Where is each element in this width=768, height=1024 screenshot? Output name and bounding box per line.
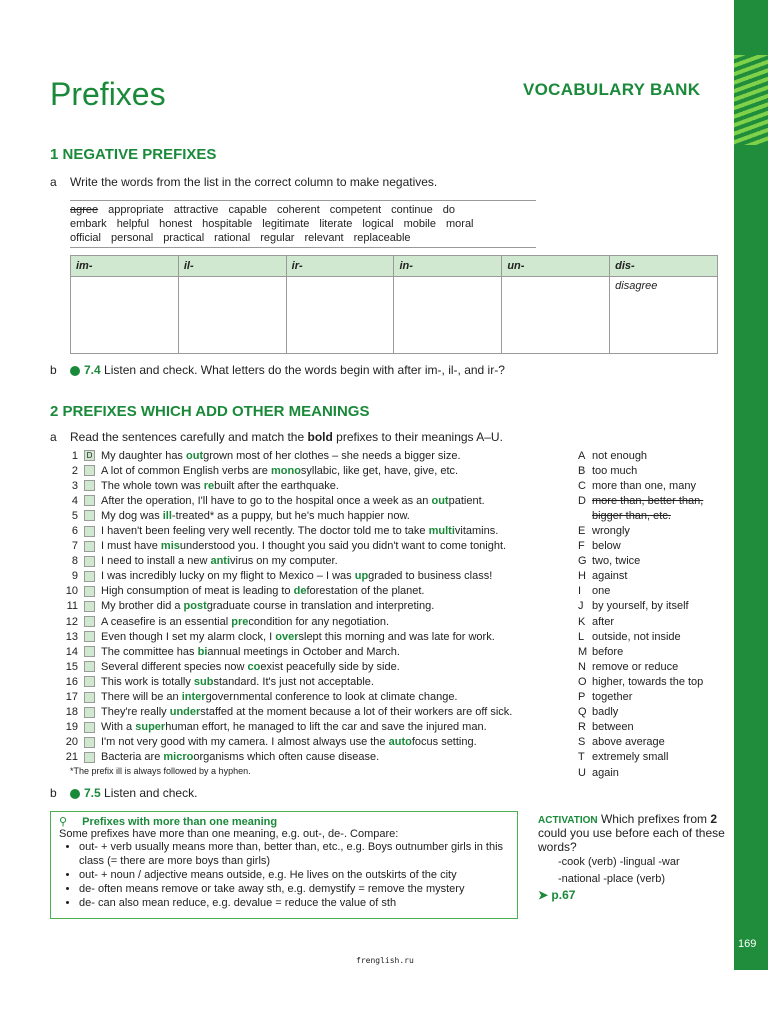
sentence-number: 7 — [71, 540, 78, 553]
meaning-item — [578, 493, 703, 508]
meaning-letter: F — [578, 540, 585, 553]
meaning-text: too much — [592, 464, 638, 477]
sentence-text: A lot of common English verbs are monosyllabic, like get, have, give, etc. — [101, 464, 459, 477]
side-color-bar — [734, 0, 768, 970]
word-item: logical — [362, 218, 394, 230]
meaning-text: higher, towards the top — [592, 675, 704, 688]
prefix-note-box — [50, 811, 518, 919]
sentence-number: 10 — [65, 585, 78, 598]
meaning-item — [578, 705, 703, 720]
meaning-item — [578, 614, 703, 629]
sentence-number: 12 — [65, 615, 78, 628]
sentence-item — [60, 674, 560, 689]
word-item: embark — [70, 218, 107, 230]
activation-question-post: could you use before each of these words? — [538, 826, 725, 854]
sentence-number: 15 — [65, 660, 78, 673]
track-number: 7.5 — [84, 786, 101, 800]
sentence-text: After the operation, I'll have to go to the hospital once a week as an outpatient. — [101, 494, 485, 507]
sentence-number: 17 — [65, 691, 78, 704]
word-item: relevant — [304, 232, 344, 244]
sentence-item — [60, 554, 560, 569]
word-item: official — [70, 232, 101, 244]
meaning-item — [578, 508, 703, 523]
meaning-text: extremely small — [592, 751, 669, 764]
page-title: Prefixes — [50, 76, 166, 112]
sentence-text: With a superhuman effort, he managed to lift the car and save the injured man. — [101, 721, 487, 734]
word-item: do — [442, 204, 456, 216]
sentence-text: I haven't been feeling very well recently. The doctor told me to take multivitamins. — [101, 525, 499, 538]
prefix-column-header: un- — [502, 256, 610, 277]
meaning-letter: Q — [578, 706, 587, 719]
meaning-item — [578, 599, 703, 614]
sentence-item — [60, 750, 560, 765]
im-column-cell[interactable] — [71, 277, 179, 354]
sentence-number: 6 — [71, 525, 78, 538]
activation-label: ACTIVATION — [538, 815, 598, 826]
answer-box[interactable] — [84, 541, 95, 552]
activation-words — [558, 854, 728, 888]
sentence-number: 19 — [65, 721, 78, 734]
prefix-column-header: il- — [178, 256, 286, 277]
meaning-letter: G — [578, 555, 587, 568]
answer-box[interactable] — [84, 692, 95, 703]
activation-box — [538, 812, 728, 902]
meaning-item — [578, 554, 703, 569]
meaning-item — [578, 539, 703, 554]
word-item: literate — [319, 218, 353, 230]
meaning-item — [578, 735, 703, 750]
sentence-item — [60, 629, 560, 644]
word-item: hospitable — [202, 218, 253, 230]
sentence-item — [60, 705, 560, 720]
sentence-number: 16 — [65, 675, 78, 688]
decorative-stripes — [734, 55, 768, 145]
sentence-number: 5 — [71, 509, 78, 522]
magnifier-icon: ⚲ — [59, 816, 68, 828]
sentence-number: 20 — [65, 736, 78, 749]
activation-question — [538, 812, 728, 854]
page-number: 169 — [738, 938, 757, 950]
word-row — [70, 203, 536, 217]
sentence-item — [60, 720, 560, 735]
sentence-item — [60, 478, 560, 493]
vocabulary-bank-label: VOCABULARY BANK — [523, 80, 701, 99]
sentence-text: This work is totally substandard. It's just not acceptable. — [101, 675, 374, 688]
answer-box[interactable] — [84, 601, 95, 612]
note-bullet: • de- can also mean reduce, e.g. devalue = reduce the value of sth — [79, 896, 509, 910]
section-1-heading: 1 NEGATIVE PREFIXES — [50, 146, 217, 163]
meaning-text: by yourself, by itself — [592, 600, 689, 613]
answer-box[interactable] — [84, 586, 95, 597]
meaning-letter: P — [578, 691, 586, 704]
answer-box[interactable] — [84, 526, 95, 537]
activation-words-line-1: -cook (verb) -lingual -war — [558, 856, 680, 868]
meaning-item — [578, 659, 703, 674]
footnote: *The prefix ill is always followed by a hyphen. — [70, 766, 251, 776]
answer-box[interactable] — [84, 661, 95, 672]
audio-icon[interactable] — [70, 366, 80, 376]
sentence-item — [60, 644, 560, 659]
meaning-letter: L — [578, 630, 585, 643]
answer-box[interactable] — [84, 571, 95, 582]
answer-box[interactable] — [84, 480, 95, 491]
note-header — [59, 815, 509, 828]
answer-box[interactable] — [84, 676, 95, 687]
word-row — [70, 217, 536, 231]
prefix-column-header: im- — [71, 256, 179, 277]
un-column-cell[interactable] — [502, 277, 610, 354]
meaning-item — [578, 478, 703, 493]
word-item: capable — [228, 204, 267, 216]
answer-box[interactable]: D — [84, 450, 95, 461]
task-letter: a — [50, 175, 57, 189]
meaning-text: outside, not inside — [592, 630, 681, 643]
meaning-letter: N — [578, 660, 586, 673]
sentence-item — [60, 690, 560, 705]
meaning-item — [578, 523, 703, 538]
meaning-text: before — [592, 645, 624, 658]
prefix-column-header: ir- — [286, 256, 394, 277]
word-item: moral — [446, 218, 474, 230]
sentence-text: There will be an intergovernmental conference to look at climate change. — [101, 691, 458, 704]
meaning-letter: H — [578, 570, 586, 583]
answer-box[interactable] — [84, 616, 95, 627]
word-item: competent — [329, 204, 382, 216]
sentence-item — [60, 659, 560, 674]
task-letter: b — [50, 363, 57, 377]
note-bullets — [59, 840, 509, 910]
task-letter: b — [50, 786, 57, 800]
sentence-number: 4 — [71, 494, 78, 507]
page-reference: p.67 — [551, 888, 576, 902]
note-title: Prefixes with more than one meaning — [82, 816, 278, 828]
sentence-text: I must have misunderstood you. I thought you said you didn't want to come tonight. — [101, 540, 507, 553]
sentence-item — [60, 735, 560, 750]
word-item: legitimate — [262, 218, 310, 230]
meaning-letter: T — [578, 751, 585, 764]
task-b-instruction: Listen and check. — [104, 786, 198, 800]
meaning-text: together — [592, 691, 633, 704]
task-letter: a — [50, 430, 57, 444]
section-1-task-a — [50, 175, 437, 189]
prefix-column-header: in- — [394, 256, 502, 277]
sentence-item — [60, 448, 560, 463]
meaning-text: after — [592, 615, 615, 628]
answer-box[interactable] — [84, 631, 95, 642]
meaning-text: not enough — [592, 449, 648, 462]
arrow-icon: ➤ — [538, 888, 549, 902]
sentence-text: Bacteria are microorganisms which often cause disease. — [101, 751, 380, 764]
sentence-text: I'm not very good with my camera. I almost always use the autofocus setting. — [101, 736, 477, 749]
section-1-task-b — [50, 363, 505, 377]
word-item: attractive — [173, 204, 219, 216]
sentence-item — [60, 584, 560, 599]
sentence-text: A ceasefire is an essential precondition for any negotiation. — [101, 615, 390, 628]
word-item: agree — [70, 204, 99, 216]
sentence-number: 8 — [71, 555, 78, 568]
sentence-text: The whole town was rebuilt after the earthquake. — [101, 479, 339, 492]
sentence-text: I was incredibly lucky on my flight to Mexico – I was upgraded to business class! — [101, 570, 493, 583]
meaning-letter: S — [578, 736, 586, 749]
word-item: honest — [159, 218, 193, 230]
note-bullet: • de- often means remove or take away sth, e.g. demystify = remove the mystery — [79, 882, 509, 896]
word-item: mobile — [403, 218, 436, 230]
task-text-post: prefixes to their meanings A–U. — [332, 430, 503, 444]
in-column-cell[interactable] — [394, 277, 502, 354]
sentence-number: 13 — [65, 630, 78, 643]
meaning-item — [578, 629, 703, 644]
il-column-cell[interactable] — [178, 277, 286, 354]
word-item: practical — [163, 232, 205, 244]
sentence-number: 18 — [65, 706, 78, 719]
meaning-text: two, twice — [592, 555, 641, 568]
word-item: appropriate — [108, 204, 164, 216]
audio-icon[interactable] — [70, 789, 80, 799]
sentence-text: Even though I set my alarm clock, I overslept this morning and was late for work. — [101, 630, 495, 643]
meaning-text: wrongly — [592, 525, 630, 538]
word-item: coherent — [276, 204, 320, 216]
word-item: continue — [391, 204, 433, 216]
meaning-item — [578, 690, 703, 705]
meaning-text: more than one, many — [592, 479, 696, 492]
sentence-number: 3 — [71, 479, 78, 492]
answer-box[interactable] — [84, 752, 95, 763]
answer-box[interactable] — [84, 737, 95, 748]
sentence-item — [60, 523, 560, 538]
meaning-item — [578, 463, 703, 478]
sentence-number: 11 — [66, 600, 78, 613]
negative-prefix-table — [70, 255, 718, 354]
footer-source: frenglish.ru — [356, 956, 414, 965]
track-number: 7.4 — [84, 363, 101, 377]
word-item: helpful — [116, 218, 150, 230]
sentence-item — [60, 614, 560, 629]
meaning-letter: I — [578, 585, 582, 598]
ir-column-cell[interactable] — [286, 277, 394, 354]
task-text: Write the words from the list in the correct column to make negatives. — [70, 175, 438, 189]
meaning-letter: A — [578, 449, 586, 462]
sentence-text: The committee has biannual meetings in October and March. — [101, 645, 400, 658]
section-2-task-a — [50, 430, 503, 444]
word-item: rational — [214, 232, 251, 244]
sentence-number: 1 — [71, 449, 78, 462]
meaning-letter: M — [578, 645, 588, 658]
sentence-number: 9 — [71, 570, 78, 583]
note-bullet: • out- + verb usually means more than, better than, etc., e.g. Boys outnumber girls in this class (= there are more boys than girls) — [79, 840, 509, 868]
meaning-letter: R — [578, 721, 586, 734]
answer-box[interactable] — [84, 495, 95, 506]
sentence-item — [60, 569, 560, 584]
note-bullet: • out- + noun / adjective means outside, e.g. He lives on the outskirts of the city — [79, 868, 509, 882]
meaning-letter: U — [578, 766, 586, 779]
sentence-text: My daughter has outgrown most of her clothes – she needs a bigger size. — [101, 449, 461, 462]
meaning-item — [578, 584, 703, 599]
meaning-item — [578, 644, 703, 659]
note-intro: Some prefixes have more than one meaning, e.g. out-, de-. Compare: — [59, 828, 399, 840]
sentence-text: I need to install a new antivirus on my computer. — [101, 555, 338, 568]
sentence-number: 21 — [65, 751, 78, 764]
sentence-number: 2 — [71, 464, 78, 477]
meaning-text: below — [592, 540, 621, 553]
meaning-text: one — [592, 585, 611, 598]
task-b-instruction: Listen and check. What letters do the words begin with after im-, il-, and ir-? — [104, 363, 505, 377]
meaning-item — [578, 750, 703, 765]
sentence-text: My brother did a postgraduate course in translation and interpreting. — [101, 600, 435, 613]
meaning-letter: O — [578, 675, 587, 688]
meaning-text: again — [592, 766, 619, 779]
meaning-text: above average — [592, 736, 665, 749]
answer-box[interactable] — [84, 722, 95, 733]
word-item: replaceable — [353, 232, 411, 244]
meaning-item — [578, 448, 703, 463]
meaning-text: between — [592, 721, 634, 734]
activation-question-pre: Which prefixes from — [600, 812, 711, 826]
meaning-letter: D — [578, 494, 586, 507]
sentence-item — [60, 508, 560, 523]
answer-box[interactable] — [84, 646, 95, 657]
sentence-text: High consumption of meat is leading to deforestation of the planet. — [101, 585, 425, 598]
prefix-column-header: dis- — [610, 256, 718, 277]
answer-box[interactable] — [84, 707, 95, 718]
sentence-number: 14 — [65, 645, 78, 658]
sentence-item — [60, 539, 560, 554]
meaning-text: bigger than, etc. — [592, 509, 671, 522]
sentence-item — [60, 493, 560, 508]
meaning-letter: E — [578, 525, 586, 538]
meaning-list — [578, 448, 703, 780]
meaning-letter: B — [578, 464, 586, 477]
activation-words-line-2: -national -place (verb) — [558, 873, 665, 885]
word-item: regular — [260, 232, 295, 244]
sentence-list — [60, 448, 560, 765]
task-text-pre: Read the sentences carefully and match the — [70, 430, 308, 444]
task-text — [70, 363, 505, 377]
meaning-item — [578, 765, 703, 780]
sentence-item — [60, 599, 560, 614]
page-reference-link[interactable] — [538, 888, 728, 902]
section-2-heading: 2 PREFIXES WHICH ADD OTHER MEANINGS — [50, 403, 370, 420]
meaning-text: badly — [592, 706, 619, 719]
answer-box[interactable] — [84, 465, 95, 476]
answer-box[interactable] — [84, 510, 95, 521]
sentence-text: Several different species now coexist peacefully side by side. — [101, 660, 400, 673]
word-list-box — [70, 200, 536, 248]
meaning-item — [578, 674, 703, 689]
sentence-item — [60, 463, 560, 478]
section-2-task-b — [50, 786, 197, 800]
meaning-item — [578, 720, 703, 735]
meaning-item — [578, 569, 703, 584]
meaning-letter: J — [578, 600, 584, 613]
sentence-text: They're really understaffed at the moment because a lot of their workers are off sick. — [101, 706, 513, 719]
activation-question-num: 2 — [710, 812, 718, 826]
word-row — [70, 231, 536, 245]
answer-box[interactable] — [84, 556, 95, 567]
dis-column-cell[interactable]: disagree — [610, 277, 718, 354]
meaning-text: remove or reduce — [592, 660, 679, 673]
meaning-text: more than, better than, — [592, 494, 704, 507]
meaning-letter: C — [578, 479, 586, 492]
task-text-bold: bold — [307, 430, 333, 444]
meaning-letter: K — [578, 615, 586, 628]
meaning-text: against — [592, 570, 628, 583]
word-item: personal — [110, 232, 154, 244]
sentence-text: My dog was ill-treated* as a puppy, but he's much happier now. — [101, 509, 410, 522]
